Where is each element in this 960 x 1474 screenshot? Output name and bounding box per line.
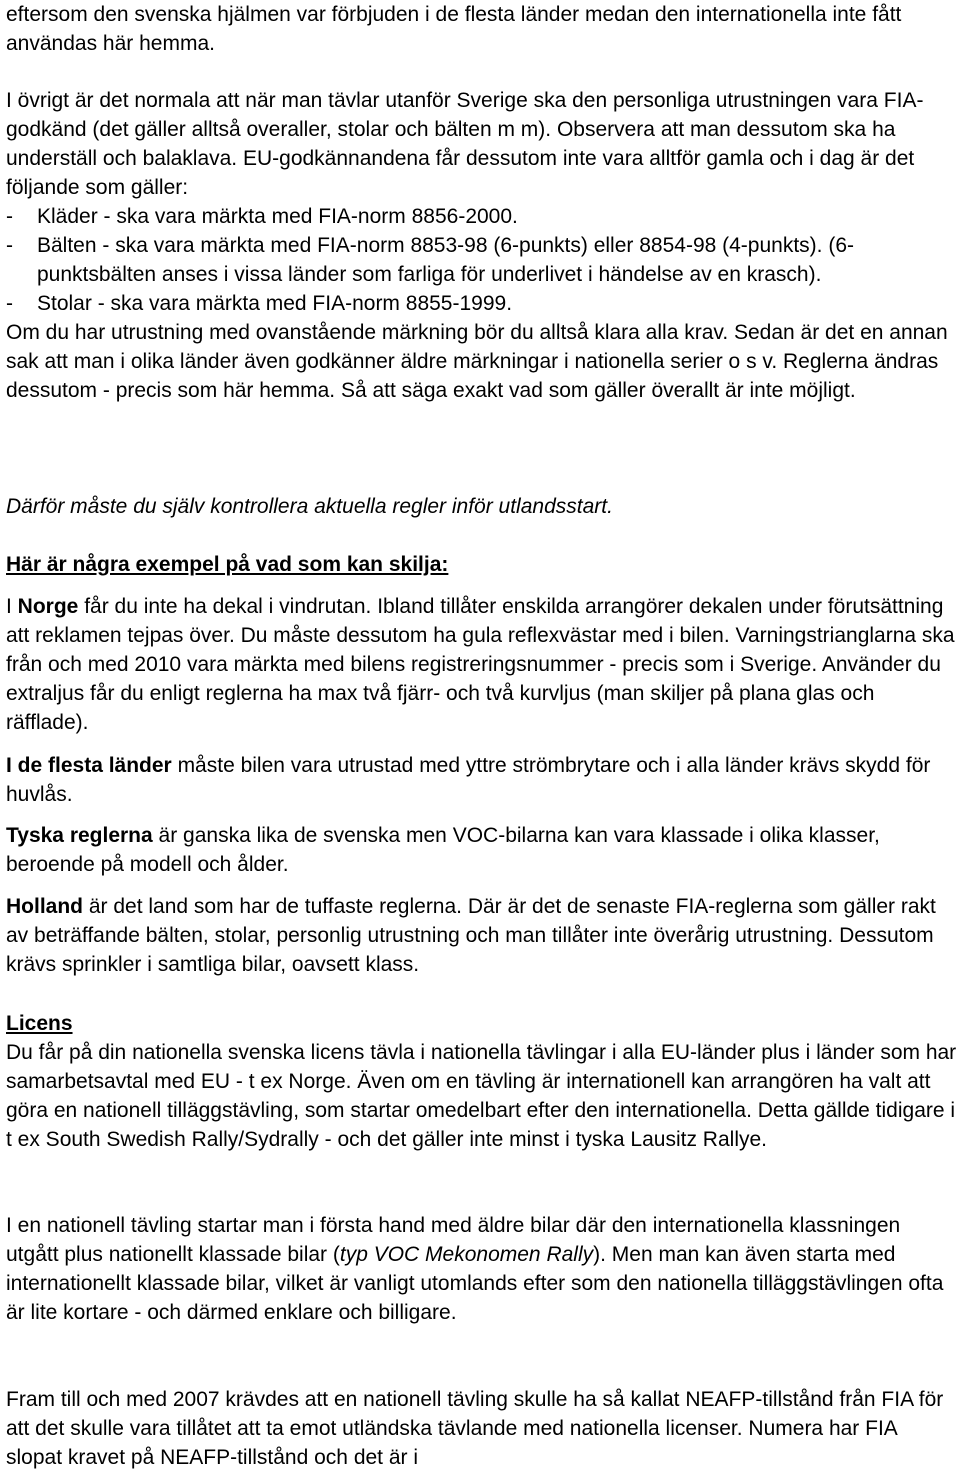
list-marker: - (6, 234, 13, 257)
list-item (6, 202, 958, 231)
examples-heading-text: Här är några exempel på vad som kan skilja: (6, 553, 449, 576)
list-marker: - (6, 292, 13, 315)
paragraph-tyska (6, 821, 958, 879)
holland-rest: är det land som har de tuffaste reglerna. Där är det de senaste FIA-reglerna som gäller rakt av beträffande bälten, stolar, personlig utrustning och man tillåter inte överårig utrustning. Dessutom krävs sprinkler i samtliga bilar, oavsett klass. (6, 895, 936, 976)
norge-pre: I (6, 595, 18, 618)
nationell-pre: I en nationell tävling startar man i första hand med äldre bilar där den internationella klassningen utgått plus nationellt klassade bilar ( (6, 1214, 901, 1266)
section-licens (6, 1009, 958, 1154)
list-item-text: Bälten - ska vara märkta med FIA-norm 8853-98 (6-punkts) eller 8854-98 (4-punkts). (6-punktsbälten anses i vissa länder som farliga för underlivet i händelse av en krasch). (37, 234, 855, 286)
norge-bold: Norge (17, 595, 79, 618)
paragraph-summary: Om du har utrustning med ovanstående märkning bör du alltså klara alla krav. Sedan är det en annan sak att man i olika länder även godkänner äldre märkningar i nationella serier o s v. Reglerna ändras dessutom - precis som här hemma. Så att säga exakt vad som gäller överallt är inte möjligt. (6, 321, 948, 402)
list-item-text: Kläder - ska vara märkta med FIA-norm 8856-2000. (37, 205, 518, 228)
paragraph-equipment: I övrigt är det normala att när man tävlar utanför Sverige ska den personliga utrustningen vara FIA-godkänd (det gäller alltså overaller, stolar och bälten m m). Observera att man dessutom ska ha underställ och balaklava. EU-godkännandena får dessutom inte vara alltför gamla och i dag är det följande som gäller: (6, 89, 924, 199)
list-item-text: Stolar - ska vara märkta med FIA-norm 8855-1999. (37, 292, 513, 315)
paragraph-neafp: Fram till och med 2007 krävdes att en nationell tävling skulle ha så kallat NEAFP-tillstånd från FIA för att det skulle vara tillåtet att ta emot utländska tävlande med nationella licenser. Numera har FIA slopat kravet på NEAFP-tillstånd och det är i (6, 1388, 944, 1469)
list-item (6, 231, 958, 289)
licens-heading (6, 1009, 958, 1038)
paragraph-flesta (6, 751, 958, 809)
nationell-italic: typ VOC Mekonomen Rally (339, 1243, 594, 1266)
examples-heading (6, 550, 958, 579)
tyska-rest: är ganska lika de svenska men VOC-bilarna kan vara klassade i olika klasser, beroende på modell och ålder. (6, 824, 880, 876)
paragraph-helmet: eftersom den svenska hjälmen var förbjuden i de flesta länder medan den internationella inte fått användas här hemma. (6, 3, 902, 55)
flesta-bold: I de flesta länder (6, 754, 172, 777)
flesta-rest: måste bilen vara utrustad med yttre strömbrytare och i alla länder krävs skydd för huvlås. (6, 754, 931, 806)
section-equipment (6, 86, 958, 405)
italic-note: Därför måste du själv kontrollera aktuella regler inför utlandsstart. (6, 495, 613, 518)
paragraph-holland (6, 892, 958, 979)
list-item (6, 289, 958, 318)
norge-rest: får du inte ha dekal i vindrutan. Ibland tillåter enskilda arrangörer dekalen under förutsättning att reklamen tejpas över. Du måste dessutom ha gula reflexvästar med i bilen. Varningstrianglarna ska från och med 2010 vara märkta med bilens registreringsnummer - precis som i Sverige. Använder du extraljus får du enligt reglerna ha max två fjärr- och två kurvljus (man skiljer på plana glas och räfflade). (6, 595, 955, 734)
paragraph-norge (6, 592, 958, 737)
licens-heading-text: Licens (6, 1012, 73, 1035)
requirements-list (6, 202, 958, 318)
paragraph-nationell (6, 1211, 958, 1327)
paragraph-licens: Du får på din nationella svenska licens tävla i nationella tävlingar i alla EU-länder plus i länder som har samarbetsavtal med EU - t ex Norge. Även om en tävling är internationell kan arrangören ha valt att göra en nationell tilläggstävling, som startar omedelbart efter den internationella. Detta gällde tidigare i t ex South Swedish Rally/Sydrally - och det gäller inte minst i tyska Lausitz Rallye. (6, 1041, 957, 1151)
nationell-rest: ). Men man kan även starta med internationellt klassade bilar, vilket är vanligt utomlands efter som den nationella tilläggstävlingen ofta är lite kortare - och därmed enklare och billigare. (6, 1243, 944, 1324)
tyska-bold: Tyska reglerna (6, 824, 153, 847)
holland-bold: Holland (6, 895, 83, 918)
list-marker: - (6, 205, 13, 228)
